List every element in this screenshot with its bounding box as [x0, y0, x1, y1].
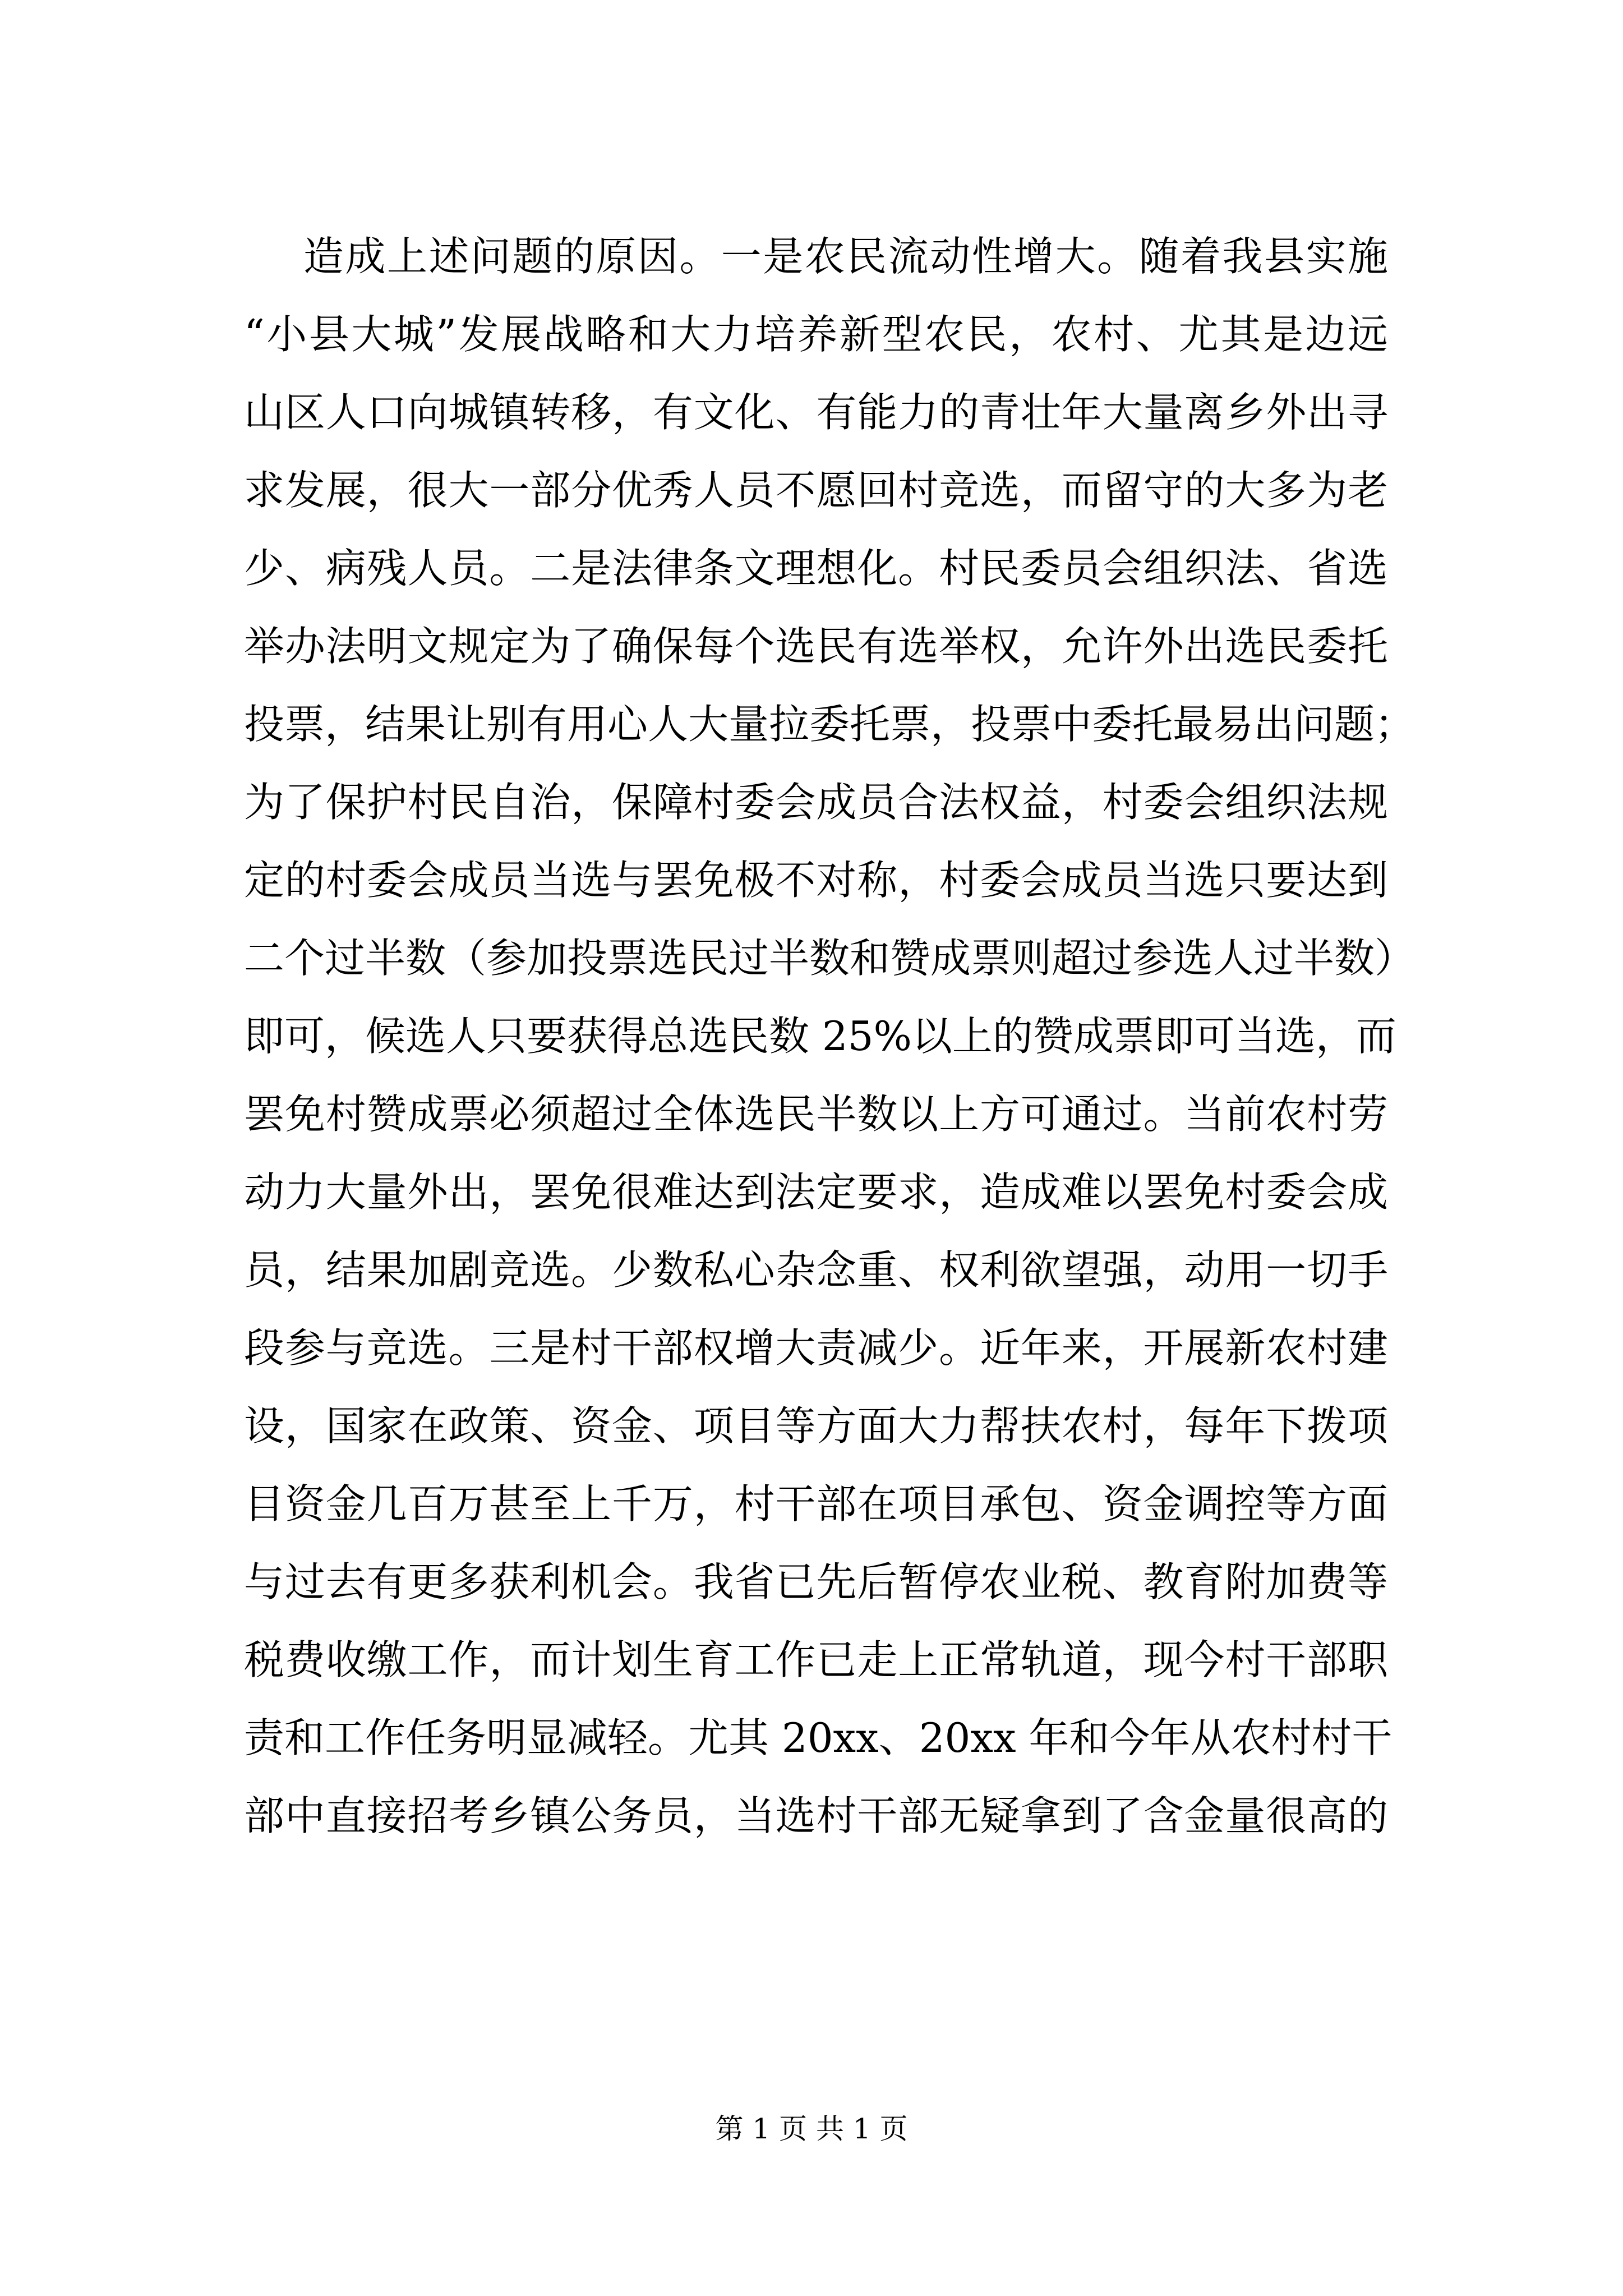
text-line: 与过去有更多获利机会。我省已先后暂停农业税、教育附加费等 — [244, 1558, 1388, 1605]
text-line: 部中直接招考乡镇公务员，当选村干部无疑拿到了含金量很高的 — [244, 1792, 1388, 1839]
text-line: 投票，结果让别有用心人大量拉委托票，投票中委托最易出问题； — [244, 701, 1415, 748]
body-paragraph — [244, 218, 1415, 1855]
text-line: 即可，候选人只要获得总选民数 25%以上的赞成票即可当选，而 — [244, 1013, 1396, 1060]
text-line: 二个过半数（参加投票选民过半数和赞成票则超过参选人过半数） — [244, 935, 1415, 982]
text-line: 责和工作任务明显减轻。尤其 20xx、20xx 年和今年从农村村干 — [244, 1714, 1393, 1761]
text-line: “小县大城”发展战略和大力培养新型农民，农村、尤其是边远 — [244, 311, 1388, 358]
text-line: 造成上述问题的原因。一是农民流动性增大。随着我县实施 — [303, 233, 1388, 280]
text-line: 为了保护村民自治，保障村委会成员合法权益，村委会组织法规 — [244, 779, 1388, 826]
page-footer: 第 1 页 共 1 页 — [715, 2113, 908, 2145]
text-line: 山区人口向城镇转移，有文化、有能力的青壮年大量离乡外出寻 — [244, 389, 1388, 436]
text-line: 设，国家在政策、资金、项目等方面大力帮扶农村，每年下拨项 — [244, 1402, 1388, 1450]
text-line: 举办法明文规定为了确保每个选民有选举权，允许外出选民委托 — [244, 623, 1388, 670]
text-line: 动力大量外出，罢免很难达到法定要求，造成难以罢免村委会成 — [244, 1168, 1388, 1216]
text-line: 少、病残人员。二是法律条文理想化。村民委员会组织法、省选 — [244, 545, 1388, 592]
text-line: 税费收缴工作，而计划生育工作已走上正常轨道，现今村干部职 — [244, 1636, 1388, 1683]
text-line: 员，结果加剧竞选。少数私心杂念重、权利欲望强，动用一切手 — [244, 1246, 1388, 1294]
text-line: 目资金几百万甚至上千万，村干部在项目承包、资金调控等方面 — [244, 1480, 1388, 1527]
text-line: 段参与竞选。三是村干部权增大责减少。近年来，开展新农村建 — [244, 1324, 1388, 1372]
text-line: 求发展，很大一部分优秀人员不愿回村竞选，而留守的大多为老 — [244, 467, 1388, 514]
text-line: 罢免村赞成票必须超过全体选民半数以上方可通过。当前农村劳 — [244, 1091, 1388, 1138]
text-line: 定的村委会成员当选与罢免极不对称，村委会成员当选只要达到 — [244, 857, 1388, 904]
